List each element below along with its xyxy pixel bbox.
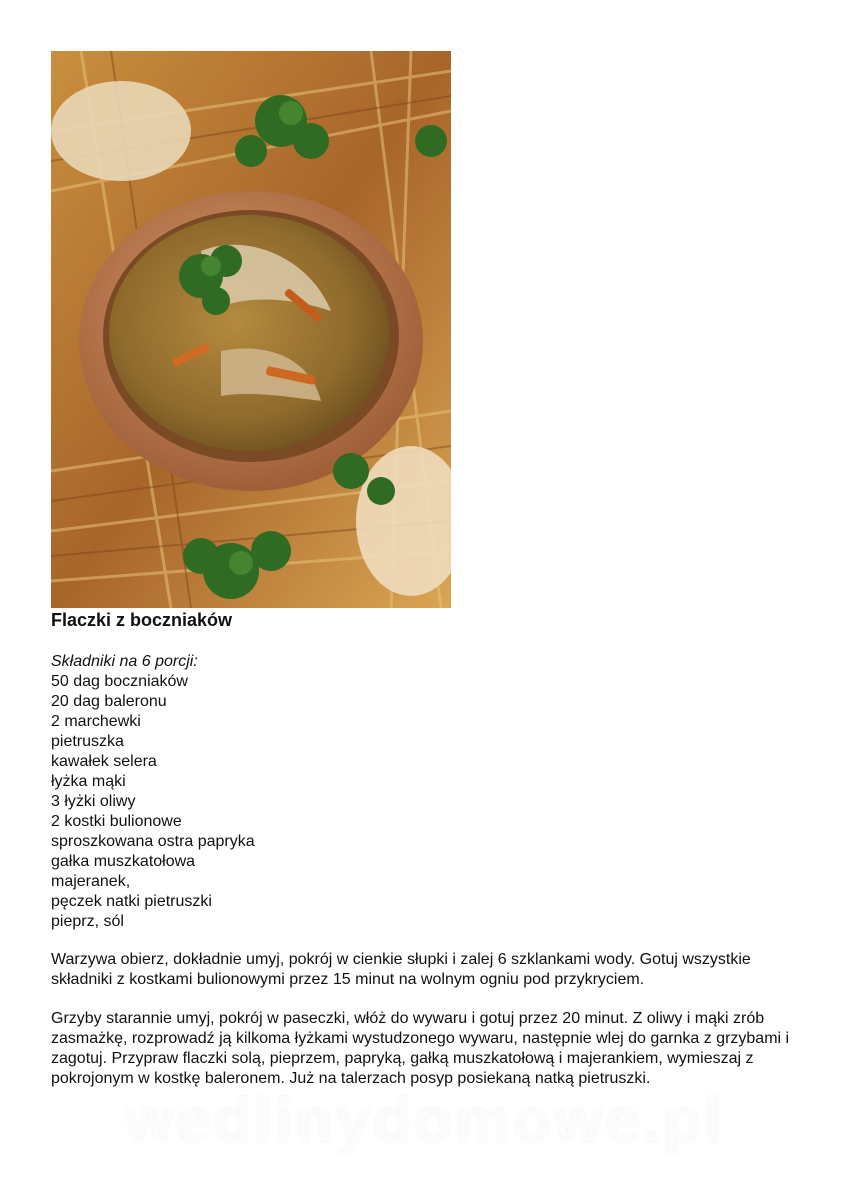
recipe-title: Flaczki z boczniaków xyxy=(51,610,233,630)
ingredient-item: gałka muszkatołowa xyxy=(51,853,196,870)
ingredients-heading: Składniki na 6 porcji: xyxy=(51,653,198,670)
ingredient-item: 2 marchewki xyxy=(51,713,141,730)
ingredients-list xyxy=(51,672,451,932)
ingredient-item: 3 łyżki oliwy xyxy=(51,793,136,810)
ingredient-item: 2 kostki bulionowe xyxy=(51,813,182,830)
ingredient-item: pietruszka xyxy=(51,733,124,750)
site-watermark: wedlinydomowe.pl xyxy=(124,1086,725,1155)
ingredient-item: majeranek, xyxy=(51,873,131,890)
recipe-photo xyxy=(51,51,451,608)
ingredient-item: łyżka mąki xyxy=(51,773,126,790)
ingredient-item: pęczek natki pietruszki xyxy=(51,893,212,910)
instruction-paragraph-1: Warzywa obierz, dokładnie umyj, pokrój w cienkie słupki i zalej 6 szklankami wody. Gotuj wszystkie składniki z kostkami bulionowymi przez 15 minut na wolnym ogniu pod przykryciem. xyxy=(51,951,751,988)
ingredient-item: kawałek selera xyxy=(51,753,157,770)
ingredient-item: 20 dag baleronu xyxy=(51,693,167,710)
ingredient-item: pieprz, sól xyxy=(51,913,124,930)
instruction-paragraph-2: Grzyby starannie umyj, pokrój w paseczki, włóż do wywaru i gotuj przez 20 minut. Z oliwy i mąki zrób zasmażkę, rozprowadź ją kilkoma łyżkami wystudzonego wywaru, następnie wlej do garnka z grzybami i zagotuj. Przypraw flaczki solą, pieprzem, papryką, gałką muszkatołową i majerankiem, wymieszaj z pokrojonym w kostkę baleronem. Już na talerzach posyp posiekaną natką pietruszki. xyxy=(51,1010,790,1087)
ingredient-item: sproszkowana ostra papryka xyxy=(51,833,255,850)
ingredients-section xyxy=(51,652,451,932)
ingredient-item: 50 dag boczniaków xyxy=(51,673,188,690)
